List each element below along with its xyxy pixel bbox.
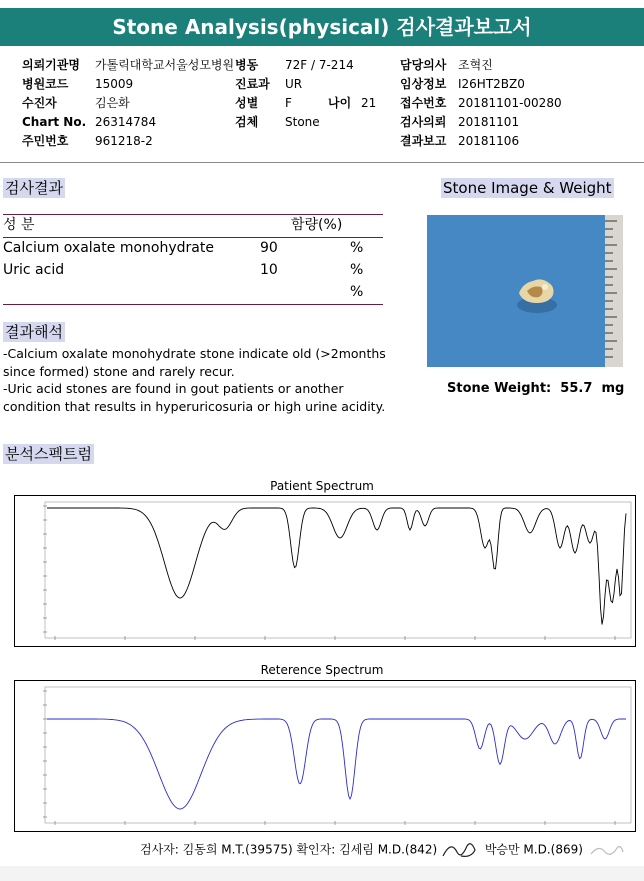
stone-weight: Stone Weight: 55.7 mg (447, 381, 625, 396)
info-row: 담당의사 조혁진 (400, 58, 493, 72)
table-row: Calcium oxalate monohydrate 90 % (3, 240, 364, 256)
info-row: 병동 72F / 7-214 (235, 58, 354, 72)
info-right (400, 56, 562, 151)
table-row: Uric acid 10 % (3, 262, 364, 278)
info-row: 수진자 김은화 (22, 96, 130, 110)
page-bottom-bar (0, 866, 644, 881)
info-row: 진료과 UR (235, 77, 303, 91)
patient-spectrum-title: Patient Spectrum (270, 479, 374, 493)
patient-spectrum-plot (14, 495, 636, 647)
stone-photo (427, 215, 623, 367)
info-row: 접수번호 20181101-00280 (400, 96, 562, 110)
table-row: % (350, 284, 364, 300)
info-row: 성별 F 나이 21 (235, 96, 377, 110)
info-left (22, 56, 234, 151)
info-row: 임상정보 I26HT2BZ0 (400, 77, 525, 91)
spectrum-heading: 분석스펙트럼 (5, 445, 92, 463)
table-header (3, 214, 383, 236)
signature-mark (441, 838, 481, 862)
table-rule (3, 304, 383, 305)
signature-mark (587, 838, 627, 862)
col-component: 성 분 (3, 217, 35, 233)
info-row: 병원코드 15009 (22, 77, 134, 91)
info-row: 의뢰기관명 가톨릭대학교서울성모병원 (22, 58, 235, 72)
stone-heading: Stone Image & Weight (443, 179, 612, 197)
info-row: 검사의뢰 20181101 (400, 115, 520, 129)
signature-footer: 검사자: 김동희 M.T.(39575) 확인자: 김세림 M.D.(842) 박승만 M.D.(869) (140, 838, 627, 862)
interpretation-heading: 결과해석 (5, 323, 63, 341)
col-amount: 함량(%) (291, 217, 343, 233)
info-row: 주민번호 961218-2 (22, 134, 153, 148)
results-heading: 검사결과 (5, 179, 63, 197)
info-row: 검체 Stone (235, 115, 320, 129)
reference-spectrum-title: Reterence Spectrum (260, 663, 384, 677)
info-row: 결과보고 20181106 (400, 134, 520, 148)
report-title: Stone Analysis(physical) 검사결과보고서 (0, 8, 644, 46)
info-middle (235, 56, 376, 132)
divider (0, 162, 644, 163)
reference-spectrum-plot (14, 680, 636, 832)
interpretation-text: -Calcium oxalate monohydrate stone indicate old (>2months since formed) stone and rarely recur. -Uric acid stones are found in gout patients or another condition that results in hyperuricosuria or high urine acidity. (3, 346, 386, 414)
info-row: Chart No. 26314784 (22, 115, 157, 129)
